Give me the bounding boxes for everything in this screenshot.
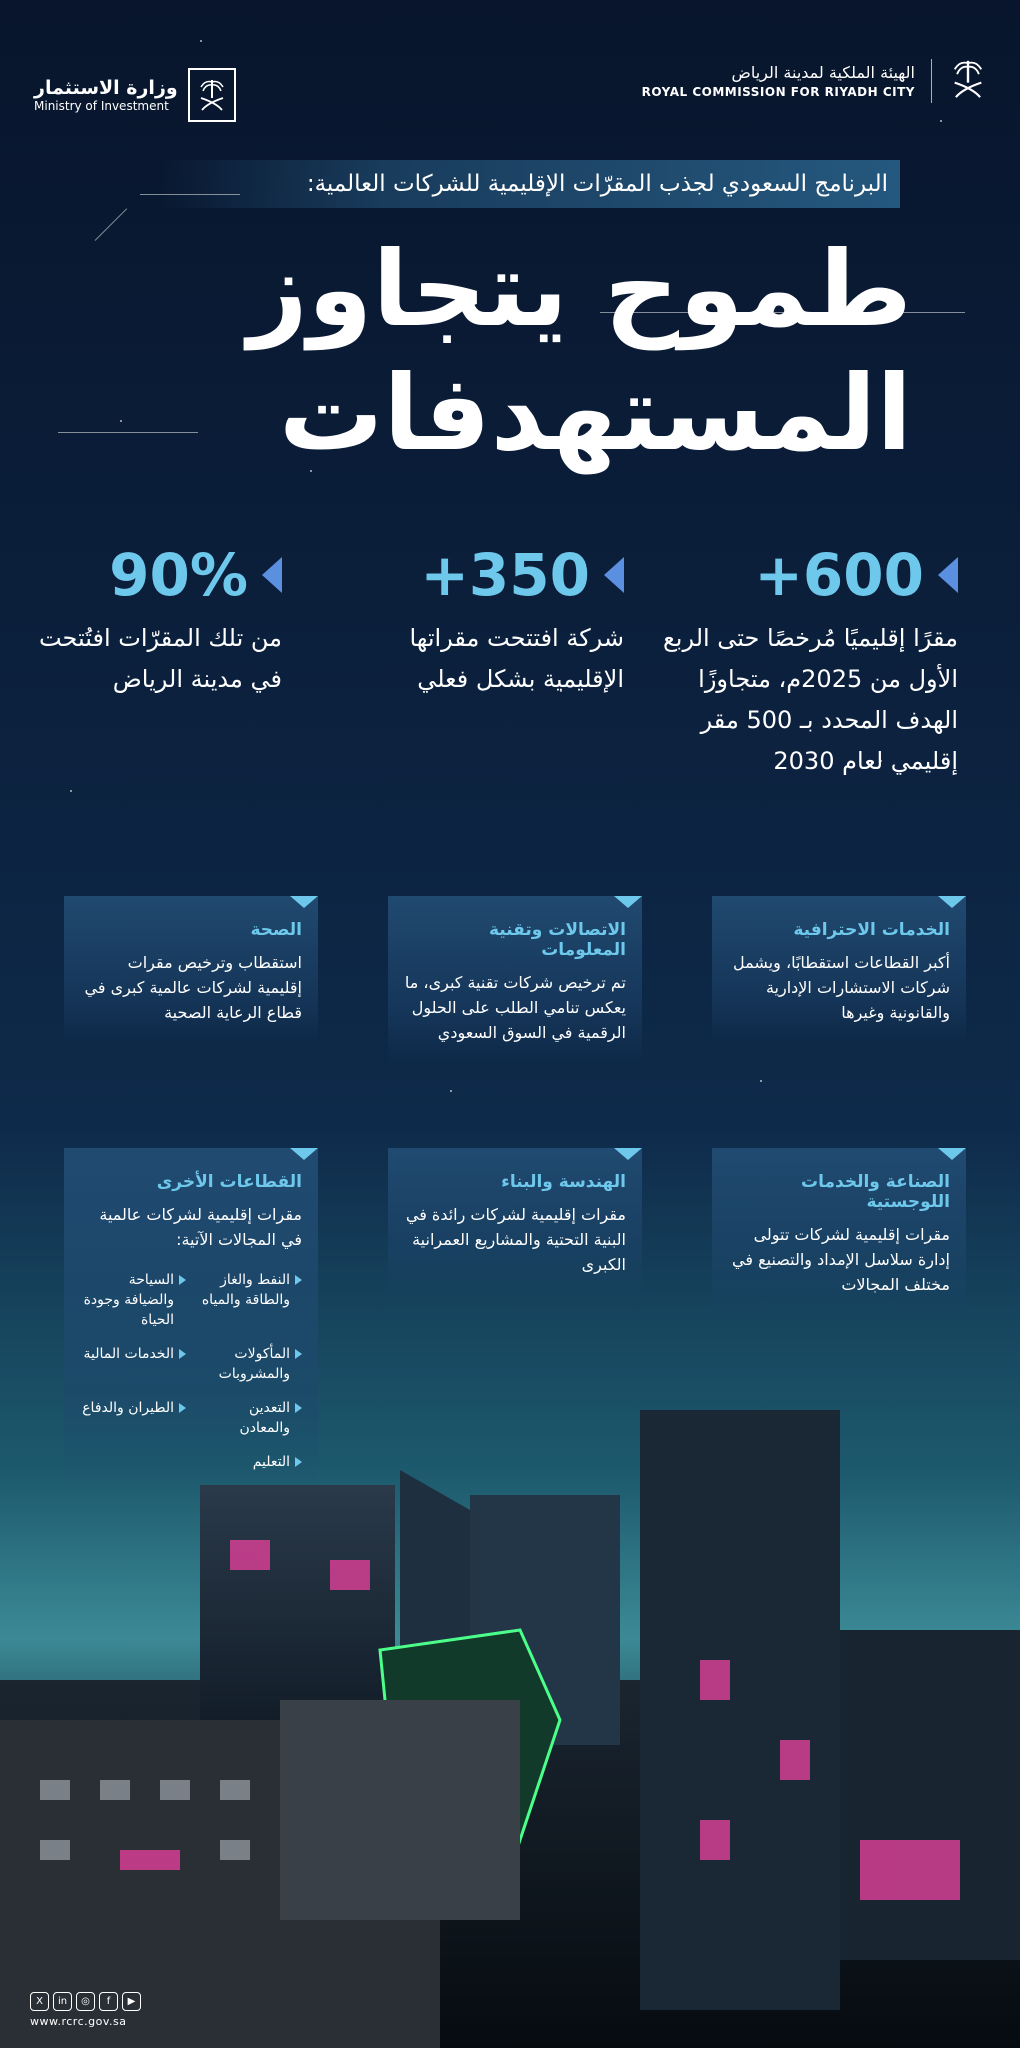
- ministry-name-english: Ministry of Investment: [34, 99, 169, 113]
- star: [940, 120, 942, 122]
- other-sector-item: المأكولات والمشروبات: [196, 1344, 302, 1384]
- instagram-icon[interactable]: ◎: [76, 1992, 95, 2011]
- corner-triangle-icon: [290, 896, 318, 908]
- palm-swords-emblem-icon: [948, 56, 988, 106]
- other-sector-item: النفط والغاز والطاقة والمياه: [196, 1270, 302, 1330]
- other-sector-item: الخدمات المالية: [80, 1344, 186, 1384]
- website-url[interactable]: www.rcrc.gov.sa: [30, 2015, 127, 2028]
- sector-description: تم ترخيص شركات تقنية كبرى، ما يعكس تنامي الطلب على الحلول الرقمية في السوق السعودي: [404, 973, 626, 1042]
- sector-description: استقطاب وترخيص مقرات إقليمية لشركات عالمية كبرى في قطاع الرعاية الصحية: [84, 953, 302, 1022]
- x-icon[interactable]: X: [30, 1992, 49, 2011]
- stat-number-row: [324, 540, 624, 610]
- sector-card-telecom-it: [388, 896, 642, 1063]
- sector-card-health: [64, 896, 318, 1043]
- other-sector-item: الطيران والدفاع: [80, 1398, 186, 1438]
- sector-title: الهندسة والبناء: [501, 1172, 626, 1192]
- facebook-icon[interactable]: f: [99, 1992, 118, 2011]
- stat-number-row: [648, 540, 958, 610]
- stat-opened-companies: [324, 540, 624, 700]
- stat-description: من تلك المقرّات افتُتحت في مدينة الرياض: [38, 624, 282, 693]
- title-line-1: طموح يتجاوز: [247, 228, 912, 350]
- title-line-2: المستهدفات: [278, 352, 912, 474]
- stat-number-row: [22, 540, 282, 610]
- linkedin-icon[interactable]: in: [53, 1992, 72, 2011]
- star: [70, 790, 72, 792]
- stat-number: +350: [420, 541, 590, 609]
- stat-description: شركة افتتحت مقراتها الإقليمية بشكل فعلي: [409, 624, 624, 693]
- royal-commission-logo: [642, 56, 988, 106]
- stat-number: 90%: [109, 541, 248, 609]
- ministry-of-investment-logo: [34, 68, 236, 122]
- logo-divider: [931, 59, 932, 103]
- rcrc-name-arabic: الهيئة الملكية لمدينة الرياض: [731, 63, 915, 82]
- corner-triangle-icon: [614, 896, 642, 908]
- program-subtitle: البرنامج السعودي لجذب المقرّات الإقليمية للشركات العالمية:: [160, 160, 900, 208]
- decorative-line: [140, 194, 240, 195]
- corner-triangle-icon: [290, 1148, 318, 1160]
- rcrc-name-english: ROYAL COMMISSION FOR RIYADH CITY: [641, 85, 915, 99]
- triangle-pointer-icon: [262, 557, 282, 593]
- other-sector-item: التعليم: [196, 1452, 302, 1472]
- footer: [30, 1992, 141, 2028]
- corner-triangle-icon: [614, 1148, 642, 1160]
- star: [450, 1090, 452, 1092]
- riyadh-skyline-image: [0, 1380, 1020, 2048]
- stat-licensed-hq: [648, 540, 958, 782]
- social-links: [30, 1992, 141, 2011]
- other-sector-item: السياحة والضيافة وجودة الحياة: [80, 1270, 186, 1330]
- sector-description: مقرات إقليمية لشركات تتولى إدارة سلاسل الإمداد والتصنيع في مختلف المجالات: [732, 1225, 950, 1294]
- palm-swords-emblem-icon: [188, 68, 236, 122]
- stat-riyadh-share: [22, 540, 282, 700]
- sector-title: الصحة: [250, 920, 302, 940]
- sector-card-professional-services: [712, 896, 966, 1043]
- other-sector-item: التعدين والمعادن: [196, 1398, 302, 1438]
- triangle-pointer-icon: [938, 557, 958, 593]
- sector-description: مقرات إقليمية لشركات عالمية في المجالات الآتية:: [99, 1205, 302, 1249]
- stat-number: +600: [754, 541, 924, 609]
- sector-title: الصناعة والخدمات اللوجستية: [801, 1172, 950, 1212]
- sector-description: مقرات إقليمية لشركات رائدة في البنية التحتية والمشاريع العمرانية الكبرى: [405, 1205, 626, 1274]
- sector-title: الاتصالات وتقنية المعلومات: [488, 920, 626, 960]
- sector-title: الخدمات الاحترافية: [793, 920, 950, 940]
- sector-title: القطاعات الأخرى: [156, 1172, 302, 1192]
- ministry-name-arabic: وزارة الاستثمار: [34, 77, 178, 99]
- sector-card-engineering-construction: [388, 1148, 642, 1295]
- corner-triangle-icon: [938, 1148, 966, 1160]
- youtube-icon[interactable]: ▶: [122, 1992, 141, 2011]
- stat-description: مقرًا إقليميًا مُرخصًا حتى الربع الأول من 2025م، متجاوزًا الهدف المحدد بـ 500 مقر إقليمي لعام 2030: [663, 624, 958, 775]
- sector-description: أكبر القطاعات استقطابًا، ويشمل شركات الاستشارات الإدارية والقانونية وغيرها: [733, 953, 950, 1022]
- star: [760, 1080, 762, 1082]
- corner-triangle-icon: [938, 896, 966, 908]
- triangle-pointer-icon: [604, 557, 624, 593]
- sector-card-industry-logistics: [712, 1148, 966, 1315]
- star: [200, 40, 202, 42]
